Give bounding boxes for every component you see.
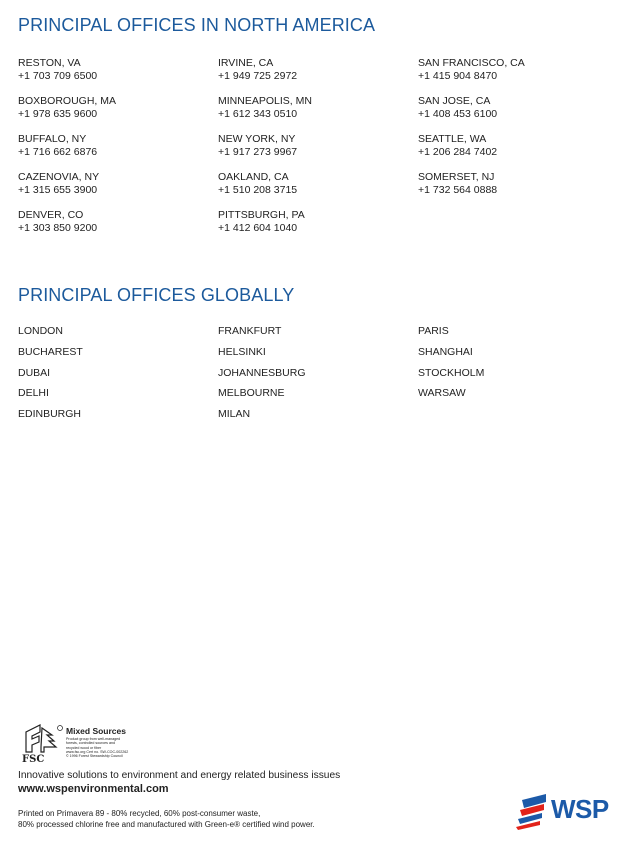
- wsp-logo-mark-icon: [516, 792, 552, 830]
- office-phone: +1 917 273 9967: [218, 146, 298, 158]
- office-entry: [218, 133, 418, 159]
- global-city: PARIS: [418, 325, 449, 337]
- office-entry: [418, 171, 618, 197]
- wsp-logo-text: WSP: [551, 794, 609, 824]
- printed-info-line-1: Printed on Primavera 89 - 80% recycled, 60% post-consumer waste,: [18, 809, 261, 818]
- footer-url[interactable]: www.wspenvironmental.com: [18, 783, 169, 795]
- fsc-certification: [18, 724, 148, 764]
- office-phone: +1 716 662 6876: [18, 146, 98, 158]
- office-city: BOXBOROUGH, MA: [18, 95, 117, 107]
- office-city: BUFFALO, NY: [18, 133, 87, 145]
- office-city: OAKLAND, CA: [218, 171, 289, 183]
- na-column-2: [218, 57, 418, 247]
- office-entry: [18, 95, 218, 121]
- office-phone: +1 315 655 3900: [18, 184, 98, 196]
- office-entry: [418, 133, 618, 159]
- global-city: EDINBURGH: [18, 408, 82, 421]
- office-entry: [18, 171, 218, 197]
- office-entry: [218, 209, 418, 235]
- office-entry: [218, 95, 418, 121]
- office-city: DENVER, CO: [18, 209, 84, 221]
- global-column-1: [18, 325, 218, 429]
- fsc-fine-line: forests, controlled sources and: [66, 741, 115, 746]
- office-entry: [218, 171, 418, 197]
- office-phone: +1 612 343 0510: [218, 108, 298, 120]
- global-city: BUCHAREST: [18, 345, 83, 358]
- na-column-3: [418, 57, 618, 247]
- office-phone: +1 949 725 2972: [218, 70, 298, 82]
- global-city: STOCKHOLM: [418, 366, 485, 379]
- office-entry: [18, 57, 218, 83]
- north-america-heading: PRINCIPAL OFFICES IN NORTH AMERICA: [18, 15, 376, 35]
- office-phone: +1 703 709 6500: [18, 70, 98, 82]
- office-phone: +1 415 904 8470: [418, 70, 498, 82]
- office-city: IRVINE, CA: [218, 57, 274, 69]
- global-city: MILAN: [218, 408, 251, 421]
- fsc-fine-line: recycled wood or fiber: [66, 745, 102, 750]
- office-city: SEATTLE, WA: [418, 133, 487, 145]
- office-entry: [418, 95, 618, 121]
- office-city: SAN FRANCISCO, CA: [418, 57, 525, 69]
- global-city: HELSINKI: [218, 345, 266, 358]
- footer-tagline: Innovative solutions to environment and energy related business issues: [18, 770, 341, 781]
- global-column-3: [418, 325, 618, 429]
- global-city: DELHI: [18, 387, 49, 400]
- na-column-1: [18, 57, 218, 247]
- global-city: JOHANNESBURG: [218, 366, 306, 379]
- office-city: CAZENOVIA, NY: [18, 171, 100, 183]
- office-phone: +1 206 284 7402: [418, 146, 498, 158]
- office-city: SAN JOSE, CA: [418, 95, 491, 107]
- wsp-logo: [516, 792, 622, 830]
- office-entry: [18, 209, 218, 235]
- fsc-tree-icon: [20, 724, 64, 764]
- office-city: RESTON, VA: [18, 57, 81, 69]
- office-phone: +1 732 564 0888: [418, 184, 498, 196]
- office-city: PITTSBURGH, PA: [218, 209, 305, 221]
- global-city: LONDON: [18, 325, 63, 337]
- office-phone: +1 510 208 3715: [218, 184, 298, 196]
- global-heading: PRINCIPAL OFFICES GLOBALLY: [18, 285, 295, 305]
- office-phone: +1 303 850 9200: [18, 222, 98, 234]
- office-city: SOMERSET, NJ: [418, 171, 495, 183]
- fsc-fine-print: [66, 737, 150, 758]
- office-entry: [418, 57, 618, 83]
- printed-info-line-2: 80% processed chlorine free and manufactured with Green-e® certified wind power.: [18, 820, 315, 829]
- office-entry: [218, 57, 418, 83]
- fsc-fine-line: www.fsc.org Cert no. SW-COC-002262: [66, 749, 129, 754]
- global-city: WARSAW: [418, 387, 466, 400]
- global-offices: [18, 325, 618, 429]
- fsc-fine-line: © 1996 Forest Stewardship Council: [66, 754, 123, 759]
- office-phone: +1 978 635 9600: [18, 108, 98, 120]
- global-city: MELBOURNE: [218, 387, 285, 400]
- office-entry: [18, 133, 218, 159]
- global-city: DUBAI: [18, 366, 51, 379]
- fsc-title: Mixed Sources: [66, 726, 126, 736]
- office-phone: +1 408 453 6100: [418, 108, 498, 120]
- office-phone: +1 412 604 1040: [218, 222, 298, 234]
- fsc-label: FSC: [22, 754, 45, 764]
- global-city: SHANGHAI: [418, 345, 473, 358]
- fsc-fine-line: Product group from well-managed: [66, 737, 121, 741]
- office-city: MINNEAPOLIS, MN: [218, 95, 312, 107]
- north-america-offices: [18, 57, 618, 247]
- global-city: FRANKFURT: [218, 325, 282, 337]
- office-city: NEW YORK, NY: [218, 133, 296, 145]
- global-column-2: [218, 325, 418, 429]
